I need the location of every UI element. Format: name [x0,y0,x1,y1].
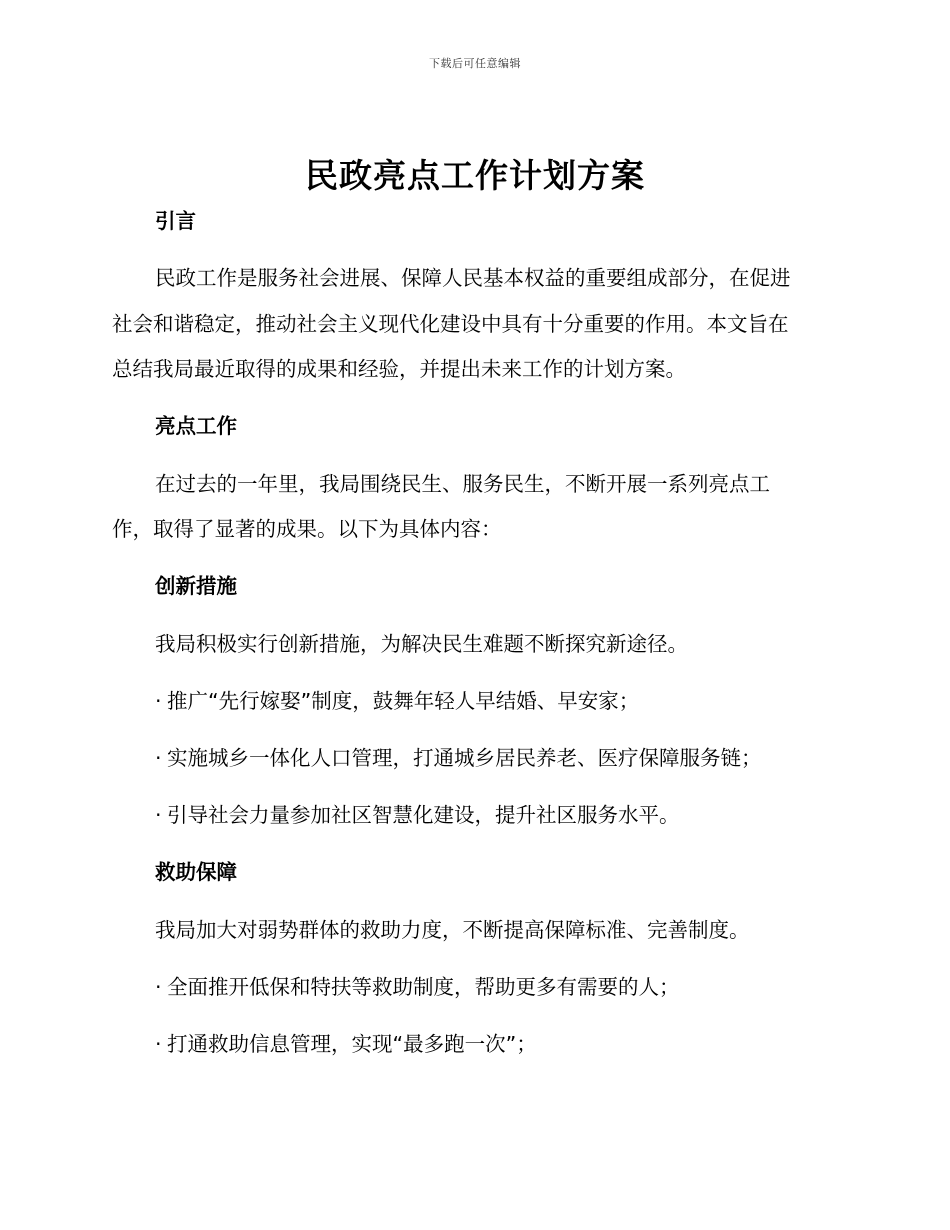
bullet-item [155,974,845,1000]
bullet-text: 推广“先行嫁娶”制度，鼓舞年轻人早结婚、早安家； [167,689,640,713]
bullet-dot-icon: · [155,746,162,770]
paragraph-line: 总结我局最近取得的成果和经验，并提出未来工作的计划方案。 [112,357,686,381]
section-heading-intro: 引言 [155,209,196,233]
section-heading-highlights: 亮点工作 [155,414,237,438]
paragraph-line: 我局积极实行创新措施，为解决民生难题不断探究新途径。 [155,632,688,656]
paragraph-line: 民政工作是服务社会进展、保障人民基本权益的重要组成部分，在促进 [155,266,791,290]
paragraph-line: 在过去的一年里，我局围绕民生、服务民生，不断开展一系列亮点工 [155,472,770,496]
document-title: 民政亮点工作计划方案 [305,156,645,195]
bullet-item [155,745,845,771]
bullet-item [155,1031,845,1057]
bullet-text: 引导社会力量参加社区智慧化建设，提升社区服务水平。 [167,803,680,827]
paragraph-line: 社会和谐稳定，推动社会主义现代化建设中具有十分重要的作用。本文旨在 [112,312,789,336]
bullet-text: 实施城乡一体化人口管理，打通城乡居民养老、医疗保障服务链； [167,746,762,770]
header-note: 下载后可任意编辑 [429,57,521,70]
paragraph-line: 我局加大对弱势群体的救助力度，不断提高保障标准、完善制度。 [155,918,750,942]
section-heading-innovation: 创新措施 [155,574,237,598]
section-heading-assistance: 救助保障 [155,860,237,884]
bullet-dot-icon: · [155,803,162,827]
bullet-dot-icon: · [155,1032,162,1056]
bullet-item [155,802,845,828]
bullet-text: 打通救助信息管理，实现“最多跑一次”； [167,1032,537,1056]
bullet-text: 全面推开低保和特扶等救助制度，帮助更多有需要的人； [167,975,680,999]
paragraph-line: 作，取得了显著的成果。以下为具体内容： [112,517,502,541]
bullet-dot-icon: · [155,975,162,999]
bullet-item [155,688,845,714]
bullet-dot-icon: · [155,689,162,713]
